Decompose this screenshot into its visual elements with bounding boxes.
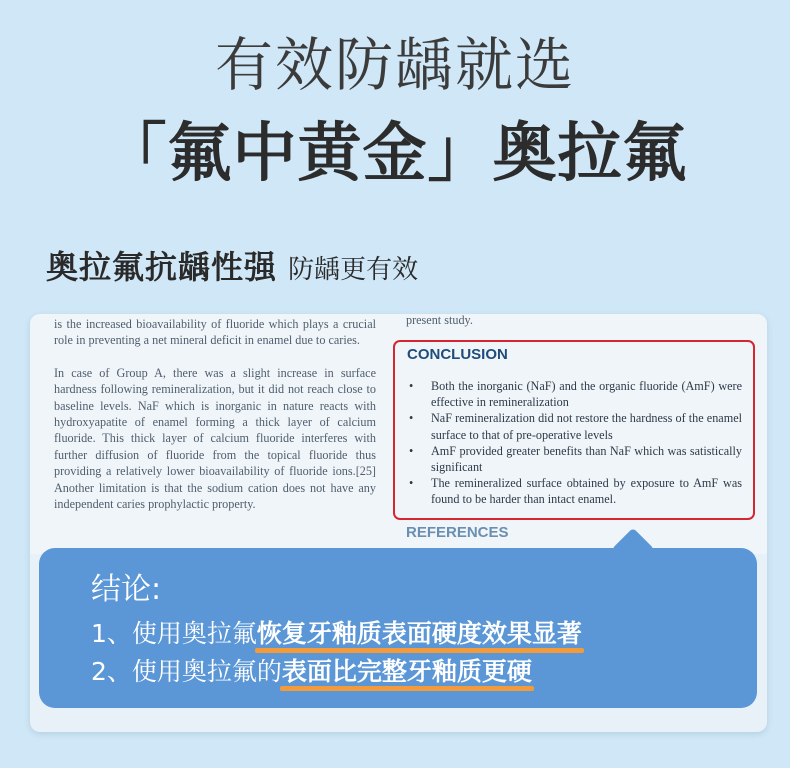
summary-bubble — [39, 548, 757, 708]
conclusion-item — [407, 410, 742, 442]
references-heading: REFERENCES — [406, 524, 509, 541]
paper-right-fragment: present study. — [406, 314, 473, 327]
paper-excerpt — [30, 314, 767, 554]
summary-title: 结论: — [91, 572, 162, 607]
summary-line-1 — [91, 614, 582, 650]
headline-line2: 「氟中黄金」奥拉氟 — [102, 117, 688, 191]
bullet-icon: • — [409, 411, 414, 426]
subheading-strong: 奥拉氟抗龋性强 — [46, 248, 278, 286]
conclusion-item — [407, 475, 742, 507]
summary-highlight: 表面比完整牙釉质更硬 — [282, 652, 532, 688]
conclusion-list — [407, 378, 742, 508]
bullet-icon: • — [409, 379, 414, 393]
subheading-light: 防龋更有效 — [288, 255, 419, 285]
bullet-icon: • — [409, 476, 414, 491]
summary-line-prefix: 2、使用奥拉氟的 — [91, 657, 282, 686]
conclusion-box — [393, 340, 755, 520]
conclusion-item — [407, 378, 742, 410]
paper-left-column — [54, 316, 376, 528]
headline-line1: 有效防龋就选 — [214, 31, 575, 99]
conclusion-item-text: Both the inorganic (NaF) and the organic fluoride (AmF) were effective in remineralization — [431, 379, 742, 410]
summary-highlight: 恢复牙釉质表面硬度效果显著 — [257, 614, 582, 650]
conclusion-item-text: NaF remineralization did not restore the hardness of the enamel surface to that of pre-operative levels — [431, 411, 742, 442]
summary-line-2 — [91, 652, 532, 688]
evidence-card — [30, 314, 767, 732]
conclusion-heading: CONCLUSION — [407, 346, 508, 363]
paper-paragraph: is the increased bioavailability of fluoride which plays a crucial role in preventing a net mineral deficit in enamel due to caries. — [54, 317, 376, 348]
conclusion-item-text: AmF provided greater benefits than NaF which was satistically significant — [431, 443, 742, 475]
bullet-icon: • — [409, 443, 414, 458]
subheading — [46, 242, 418, 288]
conclusion-item — [407, 443, 742, 475]
paper-paragraph: In case of Group A, there was a slight increase in surface hardness following remineralization, but it did not reach close to baseline levels. NaF which is inorganic in nature reacts with hydroxyapatite of enamel forming a thick layer of calcium fluoride. This thick layer of calcium fluoride interferes with further diffusion of fluoride from the topical fluoride thus providing a relatively lower bioavailability of fluoride ions.[25] Another limitation is that the sodium cation does not have any independent caries prophylactic property. — [54, 365, 376, 512]
conclusion-item-text: The remineralized surface obtained by exposure to AmF was found to be harder than intact enamel. — [431, 476, 742, 507]
summary-line-prefix: 1、使用奥拉氟 — [91, 619, 257, 648]
